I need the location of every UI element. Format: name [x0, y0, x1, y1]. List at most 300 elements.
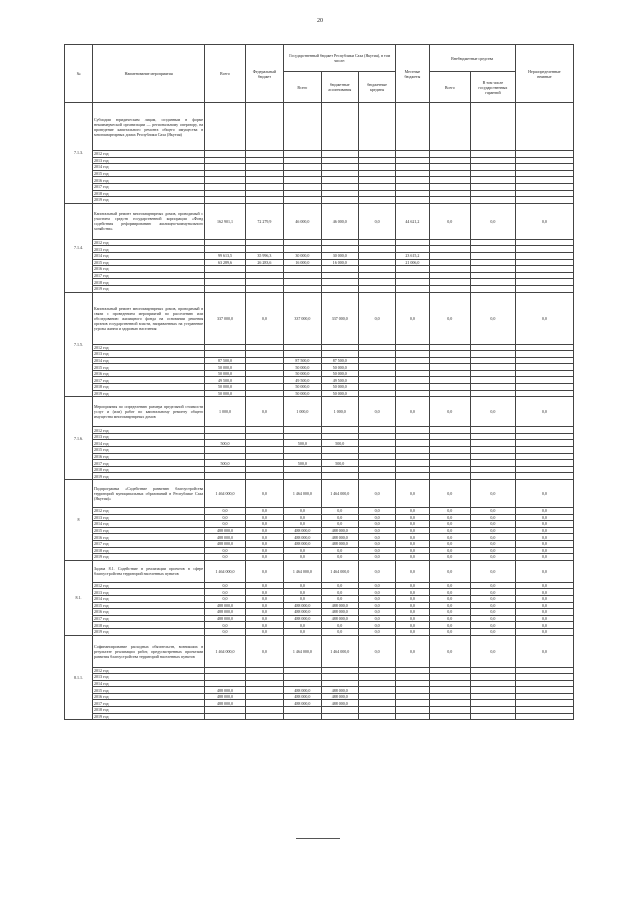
- year-value-state-total: [284, 713, 321, 720]
- year-value-total: 488 000,0: [205, 687, 246, 694]
- year-value-extra-total: 0,0: [429, 602, 471, 609]
- year-label: 2017 год: [93, 272, 205, 279]
- year-value-federal: [245, 674, 283, 681]
- year-value-extra-total: [429, 693, 471, 700]
- year-row: [65, 190, 574, 197]
- year-value-unallocated: [515, 246, 573, 253]
- block-local: 0,0: [396, 292, 429, 344]
- year-value-federal: [245, 164, 283, 171]
- year-value-extra-total: 0,0: [429, 589, 471, 596]
- year-value-state-credits: [358, 460, 395, 467]
- year-value-local: 0,0: [396, 595, 429, 602]
- year-value-federal: [245, 460, 283, 467]
- year-value-local: [396, 164, 429, 171]
- block-state-total: 1 000,0: [284, 397, 321, 427]
- year-value-extra-total: [429, 667, 471, 674]
- year-value-extra-incl: [471, 370, 516, 377]
- year-value-total: [205, 164, 246, 171]
- year-label: 2014 год: [93, 440, 205, 447]
- year-label: 2018 год: [93, 190, 205, 197]
- year-value-total: [205, 239, 246, 246]
- block-unallocated: 0,0: [515, 397, 573, 427]
- year-row: [65, 707, 574, 714]
- year-label: 2014 год: [93, 521, 205, 528]
- year-value-unallocated: [515, 370, 573, 377]
- year-value-extra-incl: 0,0: [471, 508, 516, 515]
- year-value-total: [205, 466, 246, 473]
- header-num: №: [65, 45, 93, 103]
- year-value-total: [205, 183, 246, 190]
- year-value-state-total: 50 000,0: [284, 370, 321, 377]
- year-label: 2018 год: [93, 384, 205, 391]
- year-value-federal: [245, 170, 283, 177]
- year-value-local: [396, 285, 429, 292]
- year-value-state-credits: [358, 279, 395, 286]
- year-value-total: [205, 170, 246, 177]
- block-state-credits: 0,0: [358, 480, 395, 508]
- year-value-extra-incl: [471, 157, 516, 164]
- year-value-total: 0,0: [205, 547, 246, 554]
- year-value-local: [396, 674, 429, 681]
- year-label: 2016 год: [93, 693, 205, 700]
- year-value-state-credits: 0,0: [358, 582, 395, 589]
- year-row: [65, 609, 574, 616]
- year-value-state-transfers: [321, 707, 358, 714]
- year-value-extra-total: [429, 266, 471, 273]
- block-name: Задача 8.1. Содействие в реализации проектов в сфере благоустройства территорий населенных пунктов: [93, 560, 205, 582]
- year-value-extra-total: [429, 157, 471, 164]
- year-value-state-credits: [358, 687, 395, 694]
- year-value-local: [396, 707, 429, 714]
- year-value-federal: [245, 157, 283, 164]
- year-value-extra-incl: [471, 453, 516, 460]
- block-name: Капитальный ремонт многоквартирных домов, проводимый с участием средств государственной корпорации «Фонд содействия реформированию жилищно-коммунального хозяйства»: [93, 203, 205, 239]
- year-value-federal: [245, 390, 283, 397]
- year-value-total: 0,0: [205, 622, 246, 629]
- year-value-unallocated: [515, 390, 573, 397]
- year-value-state-transfers: 49 500,0: [321, 377, 358, 384]
- year-value-state-total: [284, 279, 321, 286]
- year-value-unallocated: [515, 713, 573, 720]
- year-value-local: [396, 390, 429, 397]
- block-row: [65, 635, 574, 667]
- year-value-state-transfers: 488 000,0: [321, 602, 358, 609]
- year-value-total: [205, 680, 246, 687]
- year-value-total: [205, 351, 246, 358]
- year-value-extra-total: 0,0: [429, 508, 471, 515]
- year-value-total: 50 000,0: [205, 390, 246, 397]
- year-value-extra-incl: [471, 285, 516, 292]
- year-value-extra-total: [429, 674, 471, 681]
- year-value-state-credits: 0,0: [358, 534, 395, 541]
- year-value-unallocated: [515, 453, 573, 460]
- year-label: 2014 год: [93, 357, 205, 364]
- year-value-total: [205, 473, 246, 480]
- year-row: [65, 197, 574, 204]
- year-value-extra-total: [429, 466, 471, 473]
- block-state-transfers: 337 000,0: [321, 292, 358, 344]
- year-row: [65, 151, 574, 158]
- year-value-total: 0,0: [205, 521, 246, 528]
- year-value-local: [396, 433, 429, 440]
- year-value-state-total: [284, 177, 321, 184]
- block-number: 7.1.4.: [65, 203, 93, 292]
- year-value-extra-total: [429, 390, 471, 397]
- block-extra-incl: 0,0: [471, 397, 516, 427]
- year-row: [65, 351, 574, 358]
- year-value-state-total: [284, 164, 321, 171]
- year-label: 2018 год: [93, 466, 205, 473]
- year-row: [65, 164, 574, 171]
- block-extra-incl: 0,0: [471, 480, 516, 508]
- year-value-total: [205, 285, 246, 292]
- year-value-unallocated: 0,0: [515, 602, 573, 609]
- year-value-state-transfers: 488 000,0: [321, 700, 358, 707]
- year-value-unallocated: [515, 466, 573, 473]
- year-row: [65, 447, 574, 454]
- year-value-local: 0,0: [396, 622, 429, 629]
- year-value-state-total: [284, 453, 321, 460]
- year-value-extra-total: [429, 427, 471, 434]
- year-label: 2019 год: [93, 628, 205, 635]
- year-value-extra-total: [429, 279, 471, 286]
- year-value-unallocated: [515, 164, 573, 171]
- block-extra-incl: 0,0: [471, 635, 516, 667]
- year-value-extra-incl: [471, 344, 516, 351]
- year-value-extra-incl: [471, 390, 516, 397]
- year-value-state-transfers: 488 000,0: [321, 534, 358, 541]
- year-value-extra-incl: [471, 252, 516, 259]
- year-value-extra-incl: 0,0: [471, 589, 516, 596]
- year-value-state-total: [284, 170, 321, 177]
- year-value-state-total: [284, 473, 321, 480]
- year-row: [65, 508, 574, 515]
- block-state-total: 46 000,0: [284, 203, 321, 239]
- year-value-extra-total: [429, 357, 471, 364]
- year-value-federal: [245, 693, 283, 700]
- year-value-federal: 26 283,6: [245, 259, 283, 266]
- year-value-total: 488 000,0: [205, 602, 246, 609]
- year-value-state-transfers: [321, 344, 358, 351]
- year-value-state-total: 0,0: [284, 622, 321, 629]
- year-value-unallocated: [515, 252, 573, 259]
- year-row: [65, 693, 574, 700]
- header-unallocated-line2: неявные: [537, 73, 552, 79]
- year-value-extra-total: [429, 364, 471, 371]
- year-value-state-credits: [358, 157, 395, 164]
- year-row: [65, 473, 574, 480]
- year-value-federal: 0,0: [245, 534, 283, 541]
- year-value-state-transfers: 16 000,0: [321, 259, 358, 266]
- year-value-extra-incl: [471, 357, 516, 364]
- year-value-extra-incl: 0,0: [471, 514, 516, 521]
- year-value-extra-incl: [471, 170, 516, 177]
- year-value-state-total: [284, 246, 321, 253]
- year-value-state-credits: 0,0: [358, 527, 395, 534]
- block-row: [65, 397, 574, 427]
- year-value-state-credits: [358, 351, 395, 358]
- year-value-total: [205, 177, 246, 184]
- year-value-extra-total: 0,0: [429, 527, 471, 534]
- year-row: [65, 377, 574, 384]
- year-label: 2015 год: [93, 447, 205, 454]
- header-federal: Федеральный бюджет: [245, 45, 283, 103]
- year-label: 2018 год: [93, 707, 205, 714]
- year-value-extra-total: [429, 164, 471, 171]
- year-label: 2016 год: [93, 370, 205, 377]
- year-value-state-total: 488 000,0: [284, 527, 321, 534]
- year-value-state-total: [284, 447, 321, 454]
- year-value-state-transfers: 0,0: [321, 595, 358, 602]
- year-value-state-transfers: [321, 713, 358, 720]
- year-value-local: [396, 473, 429, 480]
- year-value-state-credits: [358, 164, 395, 171]
- block-extra-total: [429, 103, 471, 151]
- year-label: 2013 год: [93, 674, 205, 681]
- year-value-unallocated: [515, 357, 573, 364]
- year-value-state-transfers: [321, 466, 358, 473]
- year-value-state-transfers: 50 000,0: [321, 364, 358, 371]
- year-value-unallocated: [515, 440, 573, 447]
- block-state-credits: 0,0: [358, 397, 395, 427]
- year-value-extra-total: [429, 713, 471, 720]
- year-row: [65, 589, 574, 596]
- year-value-total: [205, 427, 246, 434]
- year-value-state-transfers: [321, 351, 358, 358]
- year-label: 2015 год: [93, 170, 205, 177]
- year-value-state-credits: [358, 266, 395, 273]
- block-federal: 0,0: [245, 635, 283, 667]
- year-value-state-credits: 0,0: [358, 602, 395, 609]
- year-label: 2019 год: [93, 713, 205, 720]
- year-value-state-credits: [358, 259, 395, 266]
- year-value-unallocated: [515, 259, 573, 266]
- year-value-state-transfers: 50 000,0: [321, 390, 358, 397]
- year-label: 2012 год: [93, 667, 205, 674]
- year-value-extra-total: [429, 700, 471, 707]
- year-value-extra-total: 0,0: [429, 540, 471, 547]
- year-value-state-credits: 0,0: [358, 521, 395, 528]
- year-row: [65, 279, 574, 286]
- block-name: Софинансирование расходных обязательств, возникших в результате реализации работ, предусмотренных проектами развития благоустройства территорий населенных пунктов: [93, 635, 205, 667]
- year-value-federal: [245, 466, 283, 473]
- year-value-state-total: [284, 351, 321, 358]
- block-total: 1 464 000,0: [205, 560, 246, 582]
- year-row: [65, 713, 574, 720]
- year-value-extra-incl: [471, 151, 516, 158]
- year-value-state-transfers: [321, 680, 358, 687]
- table-body: [65, 103, 574, 720]
- year-value-state-transfers: [321, 447, 358, 454]
- header-local: Местные бюджеты: [396, 45, 429, 103]
- year-value-state-credits: 0,0: [358, 615, 395, 622]
- year-value-state-transfers: [321, 266, 358, 273]
- year-value-state-transfers: [321, 453, 358, 460]
- year-value-state-total: 50 000,0: [284, 390, 321, 397]
- year-value-local: 0,0: [396, 589, 429, 596]
- year-value-extra-incl: [471, 239, 516, 246]
- year-value-state-total: 488 000,0: [284, 615, 321, 622]
- year-value-state-transfers: 0,0: [321, 547, 358, 554]
- year-value-state-transfers: [321, 151, 358, 158]
- year-value-extra-incl: 0,0: [471, 595, 516, 602]
- year-label: 2014 год: [93, 680, 205, 687]
- year-value-extra-incl: [471, 707, 516, 714]
- year-value-local: 0,0: [396, 615, 429, 622]
- year-value-state-transfers: [321, 157, 358, 164]
- header-extra-incl: В том числе государственных гарантий: [471, 72, 516, 103]
- year-value-state-transfers: 0,0: [321, 514, 358, 521]
- year-value-local: [396, 183, 429, 190]
- block-state-transfers: 1 464 000,0: [321, 560, 358, 582]
- year-value-federal: [245, 440, 283, 447]
- year-row: [65, 680, 574, 687]
- year-value-local: 0,0: [396, 628, 429, 635]
- year-value-local: [396, 667, 429, 674]
- block-federal: 0,0: [245, 480, 283, 508]
- year-value-state-credits: [358, 183, 395, 190]
- header-unallocated-line1: Нераспределенные: [528, 68, 561, 74]
- year-value-local: [396, 447, 429, 454]
- year-value-state-total: 488 000,0: [284, 700, 321, 707]
- year-value-unallocated: 0,0: [515, 595, 573, 602]
- year-value-state-transfers: 488 000,0: [321, 693, 358, 700]
- year-value-federal: 0,0: [245, 508, 283, 515]
- year-label: 2012 год: [93, 239, 205, 246]
- year-value-extra-incl: [471, 246, 516, 253]
- block-extra-total: 0,0: [429, 292, 471, 344]
- header-name: Наименование мероприятия: [93, 45, 205, 103]
- year-value-federal: [245, 351, 283, 358]
- year-value-state-credits: [358, 370, 395, 377]
- year-value-state-total: 0,0: [284, 514, 321, 521]
- year-value-state-credits: [358, 384, 395, 391]
- year-value-state-total: 16 000,0: [284, 259, 321, 266]
- year-value-extra-total: 0,0: [429, 514, 471, 521]
- year-value-local: 0,0: [396, 527, 429, 534]
- year-label: 2016 год: [93, 534, 205, 541]
- header-state-transfers: бюджетные ассигнования: [321, 72, 358, 103]
- year-value-unallocated: [515, 279, 573, 286]
- year-row: [65, 390, 574, 397]
- year-value-extra-total: 0,0: [429, 521, 471, 528]
- year-value-state-transfers: 500,0: [321, 440, 358, 447]
- year-value-state-total: 50 000,0: [284, 384, 321, 391]
- year-row: [65, 433, 574, 440]
- year-value-state-total: [284, 183, 321, 190]
- year-value-local: [396, 364, 429, 371]
- year-value-total: 488 000,0: [205, 534, 246, 541]
- year-value-local: 0,0: [396, 547, 429, 554]
- year-value-federal: 0,0: [245, 527, 283, 534]
- year-value-state-total: 49 500,0: [284, 377, 321, 384]
- year-label: 2014 год: [93, 595, 205, 602]
- year-value-federal: 35 996,3: [245, 252, 283, 259]
- year-row: [65, 384, 574, 391]
- block-state-total: 1 464 000,0: [284, 560, 321, 582]
- block-row: [65, 203, 574, 239]
- year-value-federal: [245, 197, 283, 204]
- year-label: 2018 год: [93, 279, 205, 286]
- year-value-extra-incl: [471, 466, 516, 473]
- year-value-extra-total: [429, 447, 471, 454]
- year-label: 2017 год: [93, 540, 205, 547]
- year-value-extra-incl: [471, 433, 516, 440]
- block-total: 1 464 000,0: [205, 480, 246, 508]
- year-value-extra-total: [429, 377, 471, 384]
- block-extra-total: 0,0: [429, 480, 471, 508]
- year-value-extra-incl: [471, 177, 516, 184]
- year-value-extra-total: [429, 170, 471, 177]
- year-value-local: 0,0: [396, 582, 429, 589]
- year-label: 2014 год: [93, 252, 205, 259]
- year-value-extra-total: [429, 351, 471, 358]
- block-name: Капитальный ремонт многоквартирных домов, проводимый в связи с проведением мероприятий по расселению или обследованию жилищного фонда на основании решения органов государственной власти, направленных на устранение угрозы жизни и здоровью населения: [93, 292, 205, 344]
- year-value-local: [396, 151, 429, 158]
- block-federal: 0,0: [245, 397, 283, 427]
- year-row: [65, 344, 574, 351]
- year-value-state-credits: [358, 344, 395, 351]
- block-state-credits: 0,0: [358, 203, 395, 239]
- year-value-state-credits: [358, 700, 395, 707]
- year-value-unallocated: [515, 693, 573, 700]
- block-name: Субсидии юридическим лицам, созданным в форме некоммерческой организации — региональному оператору, на проведение капитального ремонта общего имущества в многоквартирных домах Республики Саха (Якутия): [93, 103, 205, 151]
- header-unallocated: [515, 45, 573, 103]
- year-value-total: 99 613,5: [205, 252, 246, 259]
- year-value-unallocated: [515, 460, 573, 467]
- year-value-state-total: 500,0: [284, 440, 321, 447]
- year-value-state-transfers: [321, 272, 358, 279]
- year-value-state-credits: [358, 151, 395, 158]
- year-value-federal: [245, 680, 283, 687]
- year-value-local: [396, 680, 429, 687]
- year-label: 2017 год: [93, 460, 205, 467]
- year-label: 2019 год: [93, 197, 205, 204]
- year-label: 2018 год: [93, 547, 205, 554]
- block-number: 7.1.5.: [65, 292, 93, 397]
- year-value-federal: 0,0: [245, 602, 283, 609]
- year-label: 2013 год: [93, 157, 205, 164]
- year-row: [65, 259, 574, 266]
- year-value-state-credits: 0,0: [358, 589, 395, 596]
- year-value-state-credits: [358, 177, 395, 184]
- year-value-state-transfers: [321, 285, 358, 292]
- year-value-unallocated: 0,0: [515, 582, 573, 589]
- block-unallocated: [515, 103, 573, 151]
- year-value-state-credits: [358, 433, 395, 440]
- year-label: 2015 год: [93, 687, 205, 694]
- year-value-state-total: 87 500,0: [284, 357, 321, 364]
- year-value-state-total: [284, 433, 321, 440]
- year-row: [65, 170, 574, 177]
- year-value-extra-total: [429, 197, 471, 204]
- year-value-extra-total: 0,0: [429, 609, 471, 616]
- year-label: 2015 год: [93, 259, 205, 266]
- year-value-extra-incl: [471, 190, 516, 197]
- year-value-extra-incl: 0,0: [471, 547, 516, 554]
- year-value-state-transfers: [321, 427, 358, 434]
- header-state-credits: бюджетные кредиты: [358, 72, 395, 103]
- year-value-state-total: [284, 344, 321, 351]
- year-value-local: [396, 266, 429, 273]
- year-value-state-total: [284, 272, 321, 279]
- year-value-total: 488 000,0: [205, 700, 246, 707]
- year-value-federal: 0,0: [245, 554, 283, 561]
- year-value-extra-incl: [471, 693, 516, 700]
- year-value-state-total: [284, 680, 321, 687]
- year-value-federal: [245, 266, 283, 273]
- block-total: 337 000,0: [205, 292, 246, 344]
